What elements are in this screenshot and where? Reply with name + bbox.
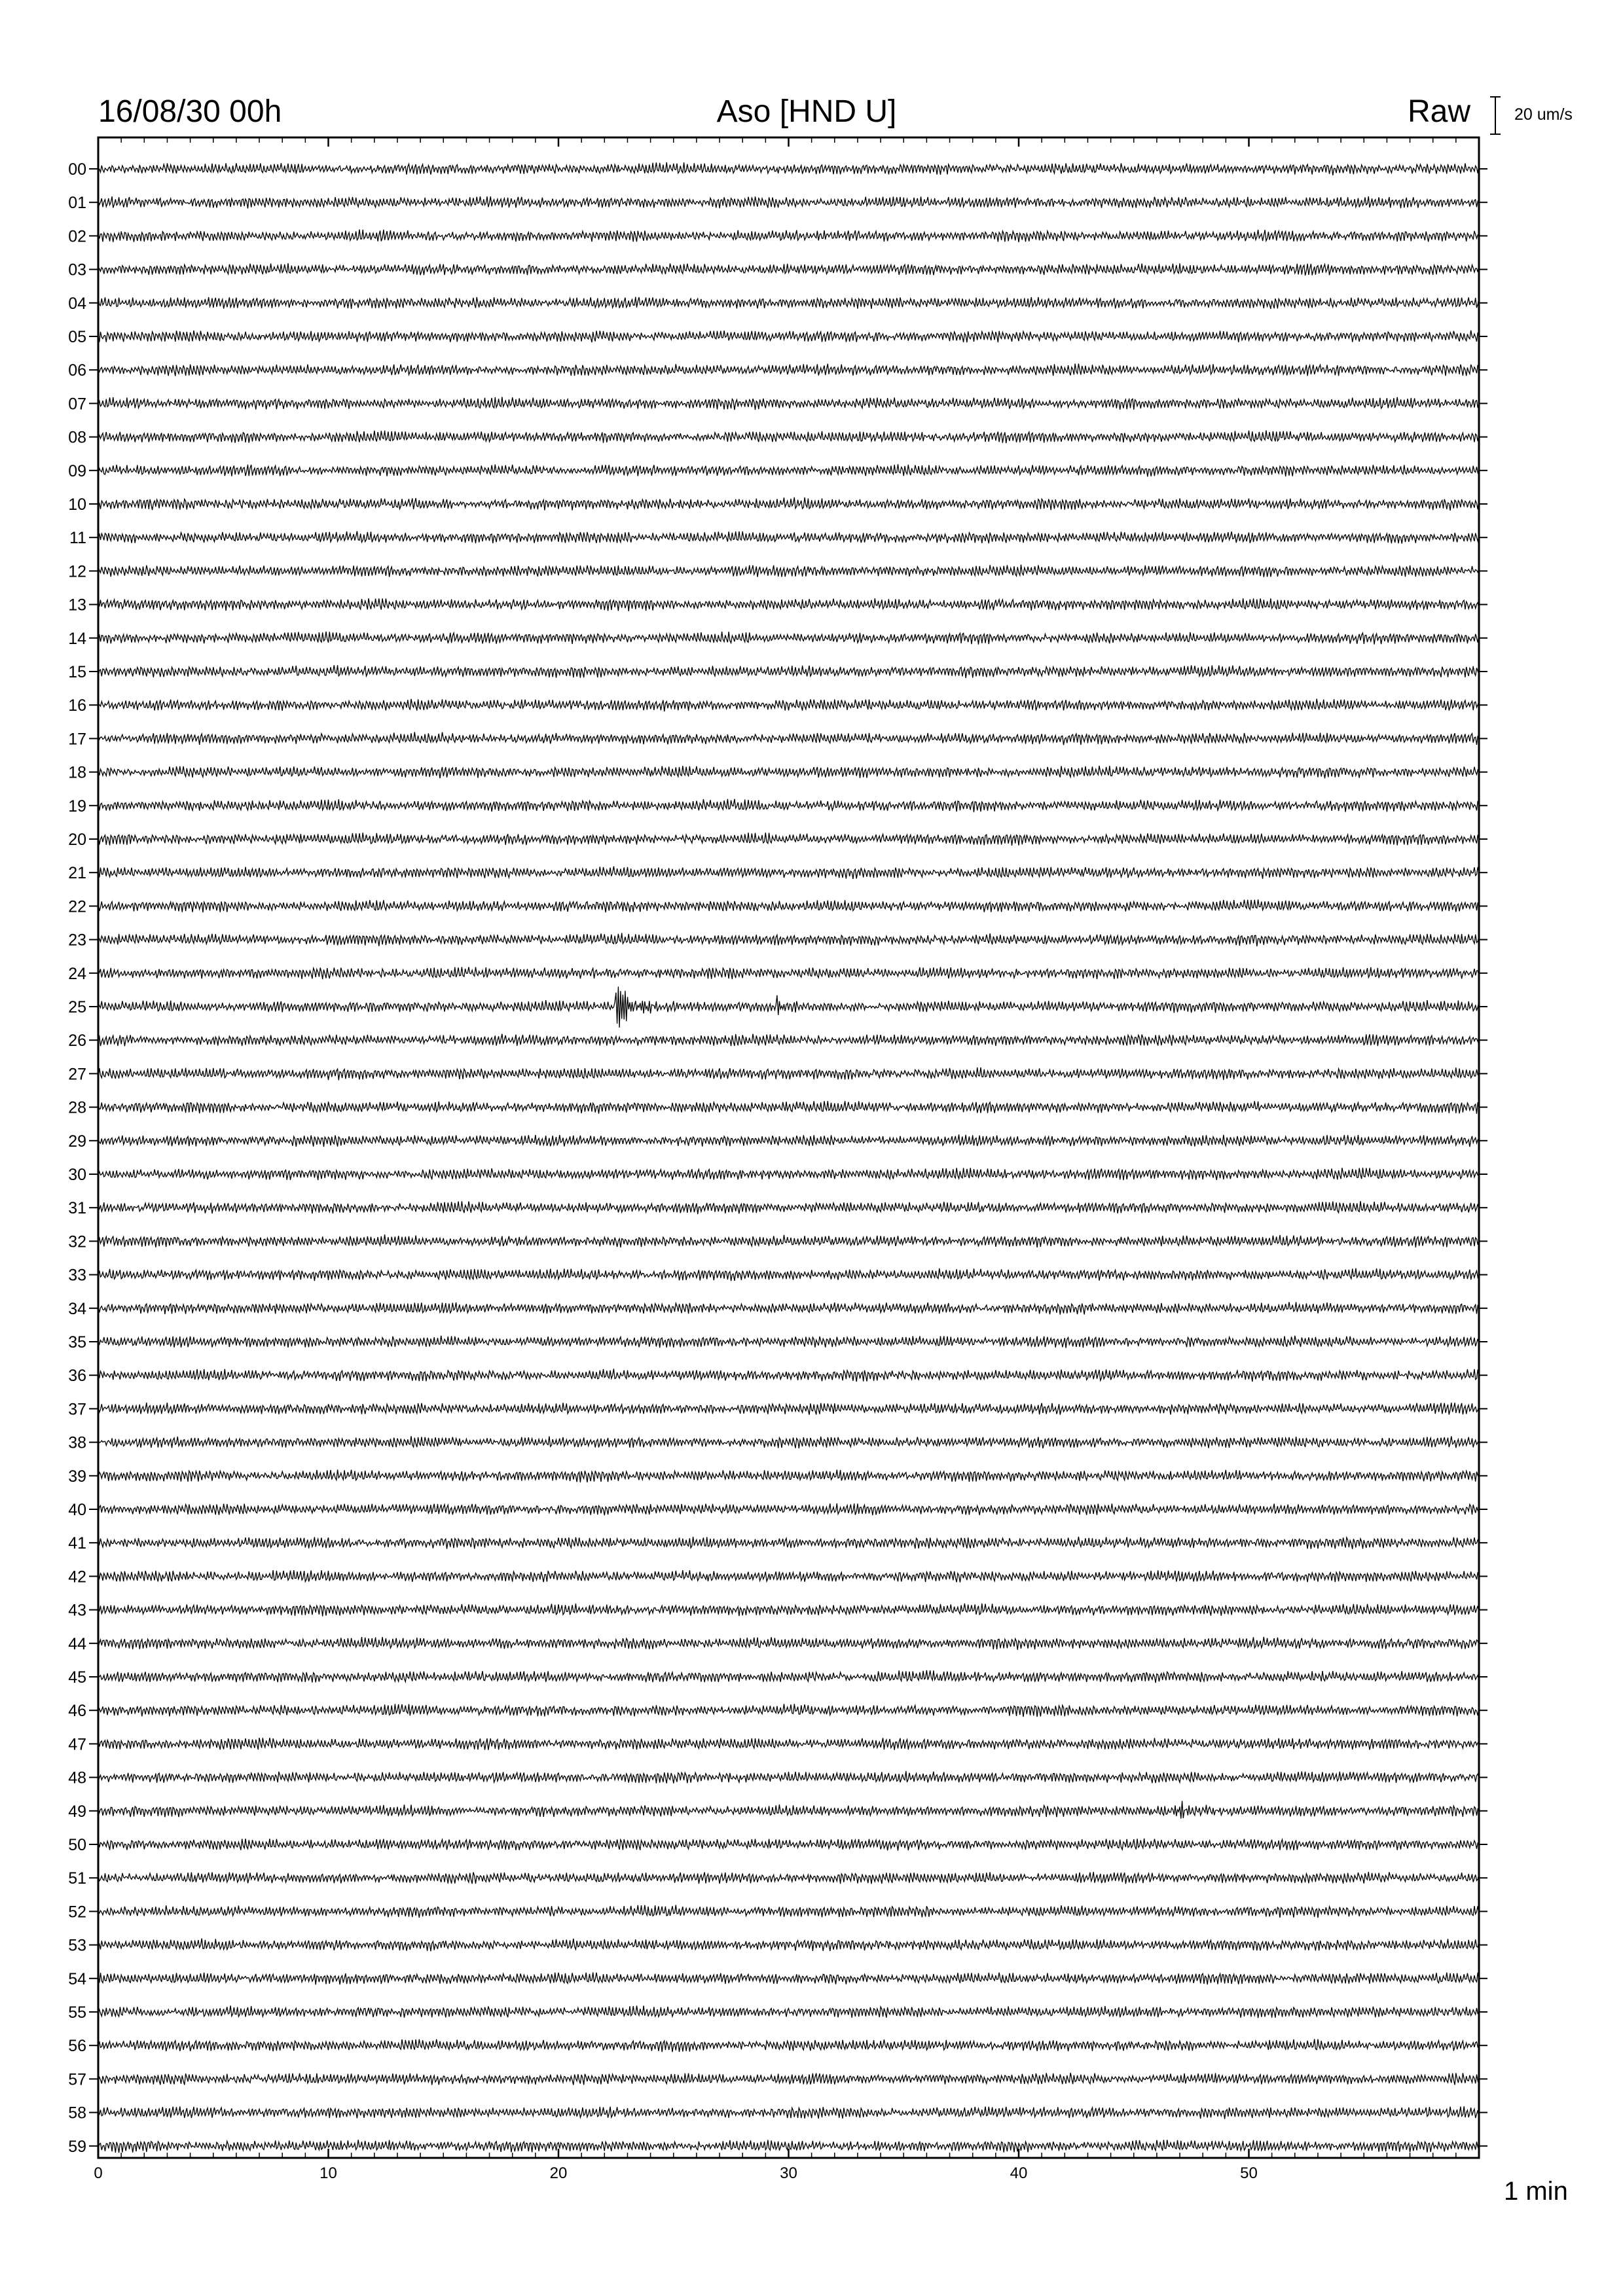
row-label: 48 xyxy=(68,1768,86,1787)
seismic-trace-row-29 xyxy=(98,1134,1479,1147)
row-label: 23 xyxy=(68,931,86,950)
datetime-label: 16/08/30 00h xyxy=(98,94,282,129)
row-label: 47 xyxy=(68,1735,86,1754)
seismic-trace-row-52 xyxy=(98,1905,1479,1918)
seismic-trace-row-22 xyxy=(98,899,1479,912)
row-label: 06 xyxy=(68,361,86,380)
seismic-trace-row-56 xyxy=(98,2039,1479,2053)
seismic-trace-row-44 xyxy=(98,1637,1479,1650)
row-label: 56 xyxy=(68,2037,86,2056)
row-label: 36 xyxy=(68,1367,86,1386)
seismic-trace-row-39 xyxy=(98,1469,1479,1482)
seismic-trace-row-48 xyxy=(98,1771,1479,1784)
row-label: 30 xyxy=(68,1166,86,1184)
seismic-trace-row-33 xyxy=(98,1268,1479,1281)
seismic-trace-row-35 xyxy=(98,1336,1479,1348)
row-label: 18 xyxy=(68,763,86,782)
seismic-trace-row-13 xyxy=(98,598,1479,611)
row-label: 49 xyxy=(68,1802,86,1821)
seismic-trace-row-11 xyxy=(98,531,1479,544)
seismic-trace-row-58 xyxy=(98,2106,1479,2119)
row-label: 50 xyxy=(68,1836,86,1854)
seismic-trace-row-47 xyxy=(98,1738,1479,1750)
seismic-trace-row-01 xyxy=(98,196,1479,208)
row-label: 44 xyxy=(68,1634,86,1653)
seismic-trace-row-31 xyxy=(98,1201,1479,1214)
seismic-trace-row-00 xyxy=(98,162,1479,175)
row-label: 13 xyxy=(68,596,86,615)
seismic-trace-row-08 xyxy=(98,431,1479,444)
seismic-trace-row-43 xyxy=(98,1604,1479,1617)
seismic-trace-row-12 xyxy=(98,565,1479,577)
seismic-trace-row-24 xyxy=(98,967,1479,980)
row-label: 45 xyxy=(68,1668,86,1687)
row-label: 07 xyxy=(68,395,86,414)
row-label: 55 xyxy=(68,2003,86,2022)
seismic-trace-row-21 xyxy=(98,867,1479,879)
seismic-trace-row-23 xyxy=(98,933,1479,946)
row-label: 34 xyxy=(68,1299,86,1318)
seismic-trace-row-49 xyxy=(98,1801,1479,1819)
seismic-trace-row-54 xyxy=(98,1973,1479,1985)
tick-group xyxy=(68,137,1487,2182)
row-label: 53 xyxy=(68,1936,86,1955)
row-label: 17 xyxy=(68,730,86,749)
row-label: 03 xyxy=(68,260,86,279)
row-label: 38 xyxy=(68,1433,86,1452)
row-label: 16 xyxy=(68,696,86,715)
row-label: 27 xyxy=(68,1065,86,1084)
row-label: 26 xyxy=(68,1031,86,1050)
row-label: 32 xyxy=(68,1232,86,1251)
row-label: 28 xyxy=(68,1098,86,1117)
row-label: 31 xyxy=(68,1199,86,1218)
row-label: 57 xyxy=(68,2070,86,2089)
row-label: 08 xyxy=(68,428,86,447)
row-label: 33 xyxy=(68,1266,86,1285)
seismic-trace-row-09 xyxy=(98,464,1479,476)
seismic-trace-row-07 xyxy=(98,397,1479,410)
x-tick-label: 20 xyxy=(549,2164,568,2182)
row-label: 09 xyxy=(68,461,86,480)
station-title: Aso [HND U] xyxy=(716,94,897,129)
x-tick-label: 30 xyxy=(780,2164,797,2182)
scale-bar-label: 20 um/s xyxy=(1514,105,1573,124)
x-tick-label: 0 xyxy=(94,2164,103,2182)
seismic-trace-row-26 xyxy=(98,1034,1479,1047)
row-label: 22 xyxy=(68,897,86,916)
row-label: 00 xyxy=(68,160,86,179)
row-label: 15 xyxy=(68,663,86,681)
seismic-trace-row-40 xyxy=(98,1503,1479,1515)
row-label: 25 xyxy=(68,998,86,1016)
row-label: 14 xyxy=(68,629,86,648)
seismic-trace-row-02 xyxy=(98,230,1479,243)
seismic-trace-row-38 xyxy=(98,1436,1479,1448)
seismic-trace-row-41 xyxy=(98,1537,1479,1549)
row-label: 37 xyxy=(68,1400,86,1419)
seismic-trace-row-18 xyxy=(98,766,1479,778)
x-tick-label: 50 xyxy=(1240,2164,1258,2182)
seismic-trace-row-15 xyxy=(98,665,1479,678)
row-label: 20 xyxy=(68,831,86,849)
seismic-trace-row-06 xyxy=(98,364,1479,376)
seismic-trace-row-55 xyxy=(98,2005,1479,2018)
seismic-trace-row-05 xyxy=(98,331,1479,343)
row-label: 52 xyxy=(68,1903,86,1922)
x-tick-label: 10 xyxy=(319,2164,337,2182)
seismic-trace-row-57 xyxy=(98,2073,1479,2085)
row-label: 24 xyxy=(68,964,86,983)
seismic-trace-row-42 xyxy=(98,1570,1479,1583)
seismic-trace-row-37 xyxy=(98,1403,1479,1415)
row-label: 35 xyxy=(68,1333,86,1352)
x-axis-unit-label: 1 min xyxy=(1504,2177,1568,2206)
x-tick-label: 40 xyxy=(1010,2164,1028,2182)
row-label: 51 xyxy=(68,1869,86,1888)
seismic-trace-row-36 xyxy=(98,1369,1479,1382)
seismic-trace-row-27 xyxy=(98,1067,1479,1081)
seismic-trace-row-16 xyxy=(98,699,1479,711)
scale-bar xyxy=(1490,97,1501,134)
row-label: 12 xyxy=(68,562,86,581)
seismic-trace-row-25 xyxy=(98,986,1479,1028)
row-label: 10 xyxy=(68,495,86,514)
row-label: 04 xyxy=(68,294,86,313)
seismic-trace-row-10 xyxy=(98,497,1479,511)
seismic-trace-row-28 xyxy=(98,1101,1479,1114)
seismic-trace-row-53 xyxy=(98,1939,1479,1952)
row-label: 19 xyxy=(68,797,86,816)
seismic-trace-row-34 xyxy=(98,1302,1479,1314)
row-label: 43 xyxy=(68,1601,86,1620)
row-label: 11 xyxy=(69,529,86,548)
row-label: 05 xyxy=(68,328,86,346)
row-label: 02 xyxy=(68,227,86,246)
seismic-trace-row-50 xyxy=(98,1839,1479,1851)
seismic-trace-row-32 xyxy=(98,1234,1479,1247)
row-label: 58 xyxy=(68,2104,86,2123)
seismic-trace-row-20 xyxy=(98,833,1479,846)
seismic-trace-row-45 xyxy=(98,1670,1479,1683)
row-label: 40 xyxy=(68,1501,86,1519)
row-label: 42 xyxy=(68,1568,86,1587)
seismic-trace-row-30 xyxy=(98,1168,1479,1180)
seismic-trace-row-51 xyxy=(98,1872,1479,1884)
seismic-trace-row-17 xyxy=(98,732,1479,745)
row-label: 59 xyxy=(68,2137,86,2156)
row-label: 21 xyxy=(68,864,86,883)
row-label: 01 xyxy=(68,194,86,213)
seismic-trace-row-04 xyxy=(98,297,1479,309)
seismic-trace-row-14 xyxy=(98,632,1479,645)
mode-label: Raw xyxy=(1408,94,1471,129)
trace-group xyxy=(98,162,1479,2153)
row-label: 39 xyxy=(68,1467,86,1486)
row-label: 29 xyxy=(68,1132,86,1151)
seismic-trace-row-03 xyxy=(98,263,1479,276)
seismic-trace-row-46 xyxy=(98,1704,1479,1717)
row-label: 41 xyxy=(68,1534,86,1553)
seismic-trace-row-19 xyxy=(98,799,1479,812)
row-label: 46 xyxy=(68,1702,86,1721)
row-label: 54 xyxy=(68,1969,86,1988)
